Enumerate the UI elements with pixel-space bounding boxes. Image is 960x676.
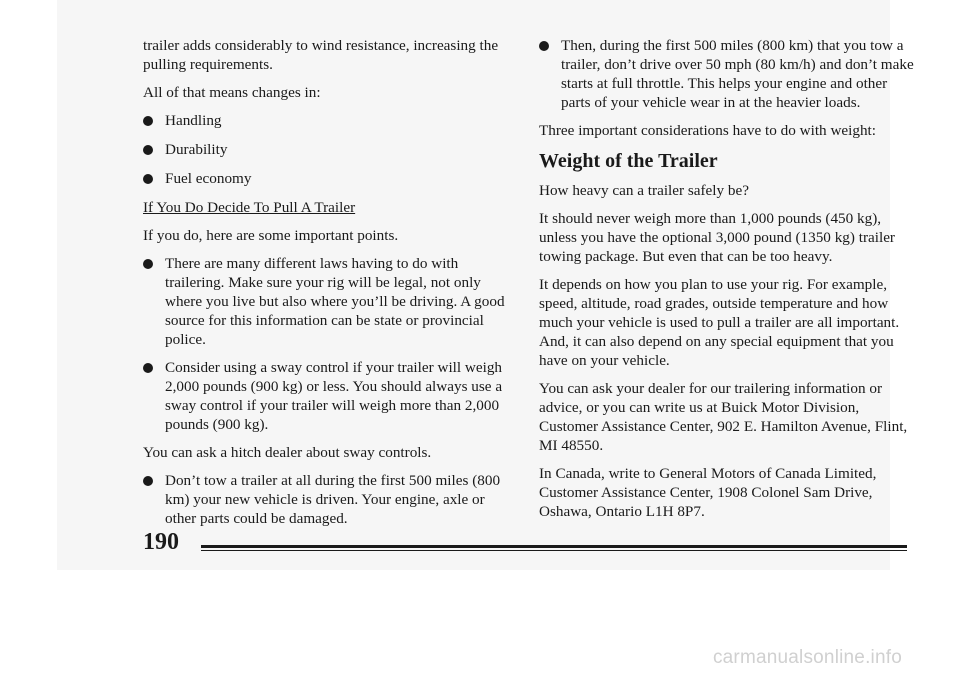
- paragraph: It should never weigh more than 1,000 pounds (450 kg), unless you have the optional 3,000 pound (1350 kg) trailer towing package. But even that can be too heavy.: [539, 210, 895, 265]
- paragraph: You can ask a hitch dealer about sway controls.: [143, 444, 432, 461]
- right-column: [539, 36, 919, 530]
- list-item: [143, 111, 515, 130]
- list-item-text: Handling: [165, 112, 222, 129]
- bullet-icon: [143, 174, 153, 184]
- paragraph: How heavy can a trailer safely be?: [539, 182, 749, 199]
- section-heading: Weight of the Trailer: [539, 150, 718, 172]
- list-item: [539, 36, 919, 112]
- list-item: [143, 358, 515, 434]
- bullet-icon: [143, 259, 153, 269]
- bullet-icon: [143, 363, 153, 373]
- paragraph: Three important considerations have to do with weight:: [539, 122, 876, 139]
- list-item-text: Durability: [165, 141, 228, 158]
- paragraph: If you do, here are some important points.: [143, 227, 399, 244]
- left-column: [143, 36, 515, 537]
- paragraph: trailer adds considerably to wind resistance, increasing the pulling requirements.: [143, 37, 499, 73]
- page-number: 190: [143, 529, 179, 555]
- list-item: [143, 254, 515, 349]
- paragraph: It depends on how you plan to use your rig. For example, speed, altitude, road grades, outside temperature and how much your vehicle is used to pull a trailer are all important. And, it can also depend on any special equipment that you have on your vehicle.: [539, 276, 900, 369]
- bullet-icon: [143, 476, 153, 486]
- list-item-text: Fuel economy: [165, 170, 252, 187]
- page-footer: [143, 528, 913, 558]
- paragraph: All of that means changes in:: [143, 84, 321, 101]
- bullet-icon: [539, 41, 549, 51]
- list-item-text: Don’t tow a trailer at all during the first 500 miles (800 km) your new vehicle is driven. Your engine, axle or other parts could be damaged.: [165, 472, 501, 527]
- bullet-icon: [143, 145, 153, 155]
- footer-rule-thick: [201, 545, 907, 548]
- list-item: [143, 169, 515, 188]
- list-item: [143, 140, 515, 159]
- watermark-text: carmanualsonline.info: [712, 647, 902, 668]
- list-item-text: Then, during the first 500 miles (800 km) that you tow a trailer, don’t drive over 50 mph (80 km/h) and don’t make starts at full throttle. This helps your engine and other parts of your vehicle wear in at the heavier loads.: [561, 37, 914, 111]
- list-item-text: Consider using a sway control if your trailer will weigh 2,000 pounds (900 kg) or less. You should always use a sway control if your trailer will weigh more than 2,000 pounds (900 kg).: [165, 359, 503, 433]
- list-item: [143, 471, 515, 528]
- list-item-text: There are many different laws having to do with trailering. Make sure your rig will be legal, not only where you live but also where you’ll be driving. A good source for this information can be state or provincial police.: [165, 255, 505, 348]
- bullet-icon: [143, 116, 153, 126]
- footer-rule-thin: [201, 550, 907, 551]
- subheading: If You Do Decide To Pull A Trailer: [143, 199, 356, 216]
- paragraph: You can ask your dealer for our trailering information or advice, or you can write us at Buick Motor Division, Customer Assistance Center, 902 E. Hamilton Avenue, Flint, MI 48550.: [539, 380, 908, 454]
- manual-page: [57, 0, 914, 570]
- paragraph: In Canada, write to General Motors of Canada Limited, Customer Assistance Center, 1908 Colonel Sam Drive, Oshawa, Ontario L1H 8P7.: [539, 465, 877, 520]
